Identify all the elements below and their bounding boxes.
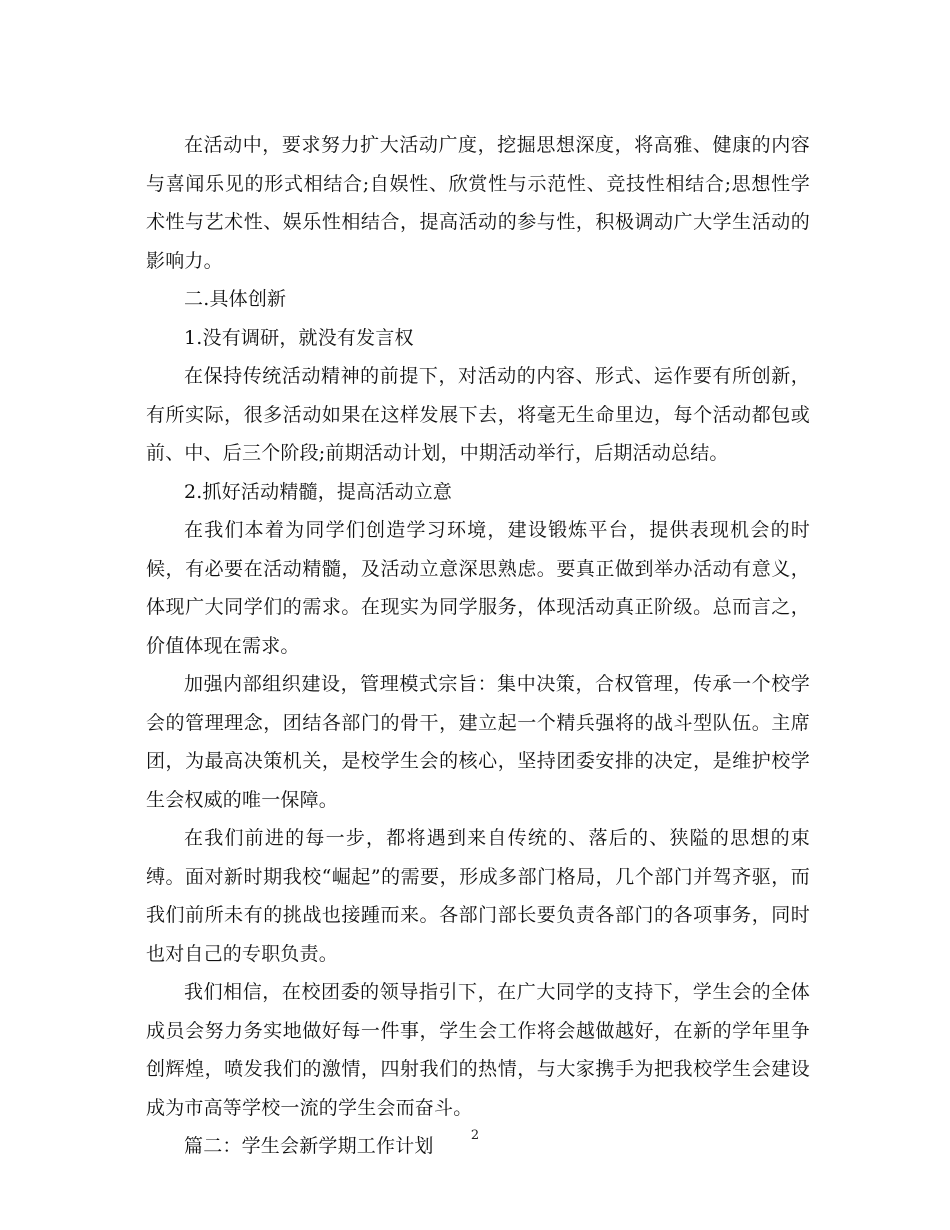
subheading-research: 1.没有调研，就没有发言权 (184, 326, 414, 349)
paragraph-internal-organization: 加强内部组织建设，管理模式宗旨：集中决策，合权管理，传承一个校学会的管理理念，团结各部门的骨干，建立起一个精兵强将的战斗型队伍。主席团，为最高决策机关，是校学生会的核心，坚持团委安排的决定，是维护校学生会权威的唯一保障。 (146, 673, 810, 811)
section-heading-innovation: 二.具体创新 (184, 288, 287, 310)
paragraph-challenges: 在我们前进的每一步，都将遇到来自传统的、落后的、狭隘的思想的束缚。面对新时期我校“崛起”的需要，形成多部门格局，几个部门并驾齐驱，而我们前所未有的挑战也接踵而来。各部门部长要负责各部门的各项事务，同时也对自己的专职负责。 (146, 827, 810, 965)
paragraph-conclusion: 我们相信，在校团委的领导指引下，在广大同学的支持下，学生会的全体成员会努力务实地做好每一件事，学生会工作将会越做越好，在新的学年里争创辉煌，喷发我们的激情，四射我们的热情，与大家携手为把我校学生会建设成为市高等学校一流的学生会而奋斗。 (146, 981, 810, 1119)
subheading-activity-essence: 2.抓好活动精髓，提高活动立意 (184, 480, 453, 503)
document-body (146, 126, 810, 1166)
paragraph-activity-principles: 在活动中，要求努力扩大活动广度，挖掘思想深度，将高雅、健康的内容与喜闻乐见的形式相结合;自娱性、欣赏性与示范性、竞技性相结合;思想性学术性与艺术性、娱乐性相结合，提高活动的参与性，积极调动广大学生活动的影响力。 (146, 134, 810, 272)
paragraph-learning-environment: 在我们本着为同学们创造学习环境，建设锻炼平台，提供表现机会的时候，有必要在活动精髓，及活动立意深思熟虑。要真正做到举办活动有意义，体现广大同学们的需求。在现实为同学服务，体现活动真正阶级。总而言之，价值体现在需求。 (146, 519, 810, 657)
page-number: 2 (470, 1128, 480, 1143)
paragraph-tradition-innovation: 在保持传统活动精神的前提下，对活动的内容、形式、运作要有所创新，有所实际，很多活动如果在这样发展下去，将毫无生命里边，每个活动都包或前、中、后三个阶段;前期活动计划，中期活动举行，后期活动总结。 (146, 365, 810, 464)
heading-part-two: 篇二：学生会新学期工作计划 (184, 1135, 434, 1157)
